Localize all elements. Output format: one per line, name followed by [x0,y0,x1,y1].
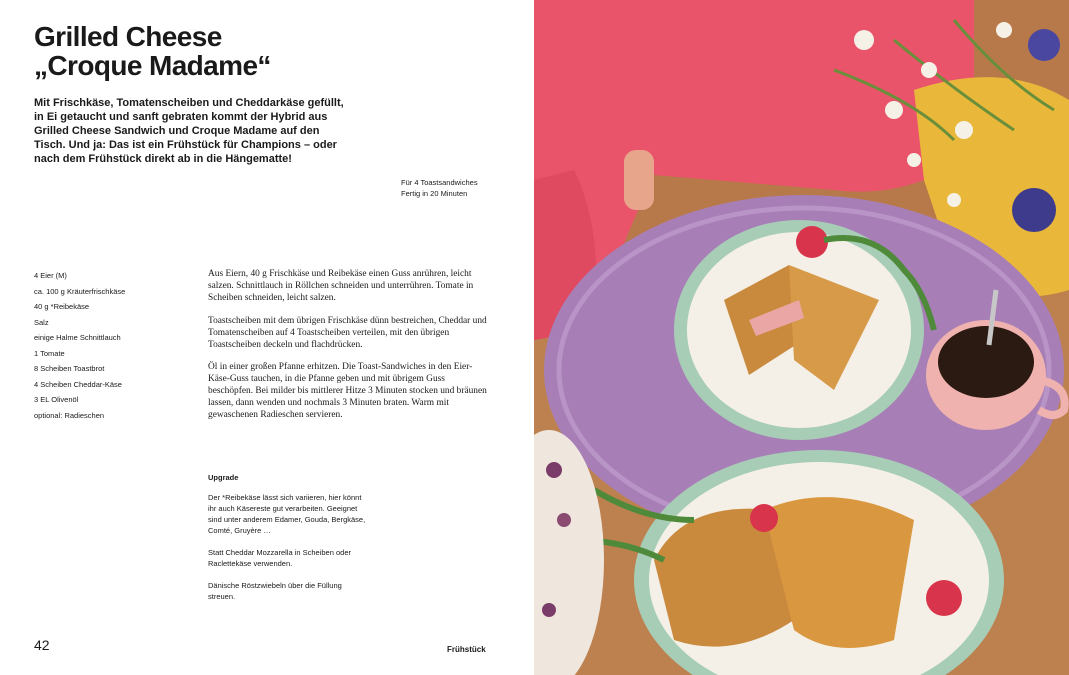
ingredient-item: 4 Eier (M) [34,271,67,280]
recipe-title [34,22,271,80]
food-photo [534,0,1069,675]
ingredient-item: 40 g *Reibekäse [34,302,90,311]
method-step: Toastscheiben mit dem übrigen Frischkäse dünn bestreichen, Cheddar und Tomatenscheiben auf 4 Toastscheiben verteilen, mit den übrigen Toastscheiben deckeln und flachdrücken. [208,315,487,350]
ingredient-item: ca. 100 g Kräuterfrischkäse [34,286,126,296]
arm [624,150,654,210]
section-label: Frühstück [447,645,486,654]
radish [750,504,778,532]
ingredient-item: einige Halme Schnittlauch [34,333,121,342]
method-step: Aus Eiern, 40 g Frischkäse und Reibekäse einen Guss anrühren, leicht salzen. Schnittlauch in Röllchen schneiden und unterrühren. Tomate in Scheiben schneiden, leicht salzen. [208,269,474,303]
ingredient-item: 4 Scheiben Cheddar-Käse [34,379,122,389]
method-step: Öl in einer großen Pfanne erhitzen. Die Toast-Sandwiches in den Eier-Käse-Guss tauchen, in die Pfanne geben und mit übrigem Guss beschöpfen. Bei milder bis mittlerer Hitze 3 Minuten stocken und bräunen lassen, dann wenden und nochmals 3 Minuten braten. Warm mit gewaschenen Radieschen servieren. [208,362,487,420]
upgrade-note: Statt Cheddar Mozzarella in Scheiben oder Raclettekäse verwenden. [208,548,351,568]
radish [926,580,962,616]
upgrade-heading: Upgrade [208,473,239,482]
intro-text: Mit Frischkäse, Tomatenscheiben und Cheddarkäse gefüllt, in Ei getaucht und sanft gebraten kommt der Hybrid aus Grilled Cheese Sandwich und Croque Madame auf den Tisch. Und ja: Das ist ein Frühstück für Champions – oder nach dem Frühstück direkt ab in die Hängematte! [34,97,344,165]
ingredient-item: 3 EL Olivenöl [34,395,79,404]
cook-time: Fertig in 20 Minuten [401,189,468,198]
title-line-1: Grilled Cheese [34,21,222,52]
radish [796,226,828,258]
title-line-2: „Croque Madame“ [34,50,271,81]
ingredient-item: 8 Scheiben Toastbrot [34,364,105,373]
ingredient-item: Salz [34,317,49,327]
recipe-meta [401,177,478,199]
upgrade-note: Der *Reibekäse lässt sich variieren, hier könnt ihr auch Käsereste gut verarbeiten. Geeignet sind unter anderem Edamer, Gouda, Bergkäse, Comté, Gruyère … [208,493,366,535]
upgrade-notes [208,492,368,613]
method-steps [208,268,490,432]
food-photo-illustration [534,0,1069,675]
ingredient-item: 1 Tomate [34,348,65,358]
ingredient-list [34,268,125,423]
upgrade-note: Dänische Röstzwiebeln über die Füllung streuen. [208,581,342,601]
page-number: 42 [34,637,50,653]
servings: Für 4 Toastsandwiches [401,178,478,187]
ingredient-item: optional: Radieschen [34,410,105,420]
recipe-page [0,0,534,675]
